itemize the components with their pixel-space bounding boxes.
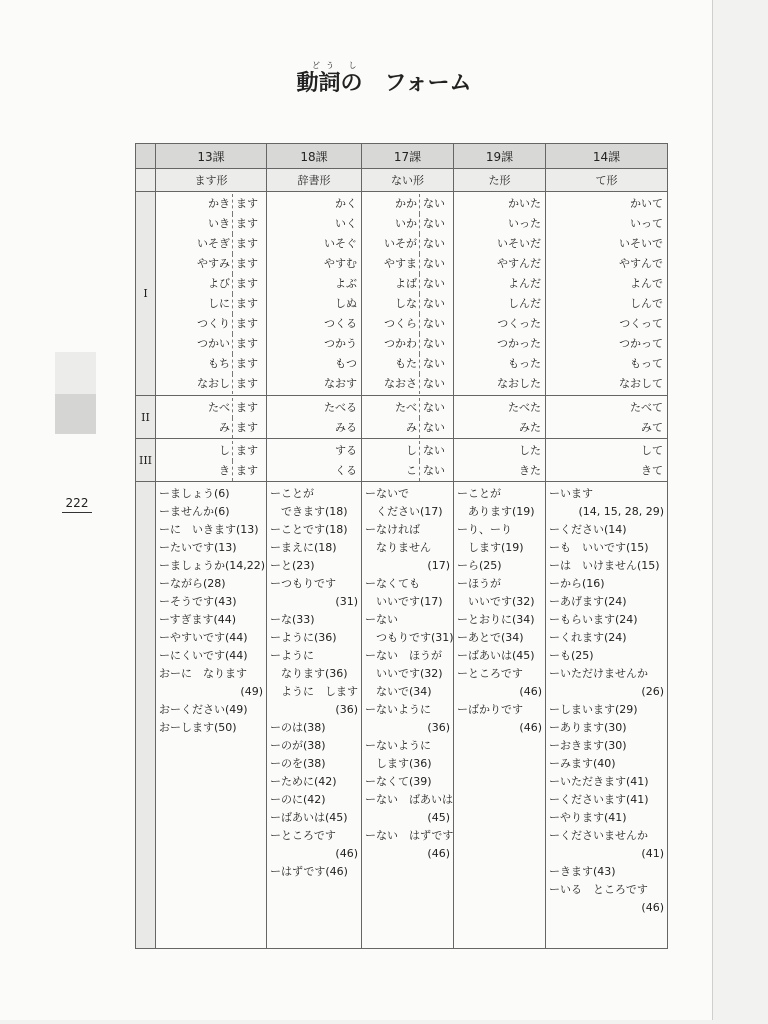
pattern-line: ーも(25) <box>549 649 594 662</box>
verb-stem: いき <box>176 214 233 234</box>
ta-cell <box>454 192 546 396</box>
pattern-line: ーもらいます(24) <box>549 613 638 626</box>
pattern-line: ーましょう(6) <box>159 487 230 500</box>
verb-row <box>362 314 453 334</box>
verb-ending: ます <box>236 444 258 457</box>
verb-stem: しに <box>176 294 233 314</box>
pattern-line: ーない はずです <box>365 829 454 842</box>
verb-form: よぶ <box>335 277 357 290</box>
verb-row <box>156 374 266 394</box>
verb-row <box>156 354 266 374</box>
pattern-line: ーから(16) <box>549 577 605 590</box>
verb-stem: し <box>176 441 233 461</box>
pattern-line: ーほうが <box>457 577 501 590</box>
verb-ending: ます <box>236 297 258 310</box>
header-corner <box>136 144 156 169</box>
pattern-line: (46) <box>519 685 542 698</box>
verb-stem: つかい <box>176 334 233 354</box>
verb-form: かいた <box>508 197 541 210</box>
pattern-line: いいです(17) <box>365 595 443 608</box>
verb-stem: かか <box>369 194 420 214</box>
verb-row <box>156 314 266 334</box>
lesson-header: 18課 <box>267 144 362 169</box>
subheader-corner <box>136 169 156 192</box>
pattern-line: ーなくても <box>365 577 420 590</box>
verb-ending: ない <box>423 277 445 290</box>
verb-stem: いそが <box>369 234 420 254</box>
verb-form: みた <box>519 421 541 434</box>
pattern-line: ーない ほうが <box>365 649 442 662</box>
verb-ending: ます <box>236 421 258 434</box>
verb-row <box>156 441 266 461</box>
form-header: て形 <box>546 169 668 192</box>
verb-stem: なおし <box>176 374 233 394</box>
pattern-line: ーにくいです(44) <box>159 649 248 662</box>
pattern-line: ーはずです(46) <box>270 865 348 878</box>
title-ruby: どう し <box>312 61 363 70</box>
verb-stem: よび <box>176 274 233 294</box>
verb-stem: つくり <box>176 314 233 334</box>
pattern-line: ーあとで(34) <box>457 631 524 644</box>
lesson-header: 19課 <box>454 144 546 169</box>
verb-form: しんで <box>630 297 663 310</box>
pattern-line: いいです(32) <box>457 595 535 608</box>
pattern-line: ーり、ーり <box>457 523 512 536</box>
verb-stem: たべ <box>369 398 420 418</box>
pattern-line: ーいる ところです <box>549 883 648 896</box>
verb-row <box>362 274 453 294</box>
verb-form: たべる <box>324 401 357 414</box>
pattern-line: ないで(34) <box>365 685 432 698</box>
verb-ending: ない <box>423 444 445 457</box>
verb-form: やすんで <box>619 257 663 270</box>
pattern-cell <box>156 482 267 949</box>
pattern-line: ーのが(38) <box>270 739 326 752</box>
pattern-line: ーない ばあいは <box>365 793 453 806</box>
pattern-line: ーないで <box>365 487 409 500</box>
verb-ending: ない <box>423 317 445 330</box>
verb-row <box>156 214 266 234</box>
form-header: 辞書形 <box>267 169 362 192</box>
verb-form: たべて <box>630 401 663 414</box>
pattern-line: ーきます(43) <box>549 865 616 878</box>
pattern-line: なります(36) <box>270 667 348 680</box>
pattern-line: ーことが <box>457 487 501 500</box>
verb-row <box>156 418 266 438</box>
pattern-line: (41) <box>641 847 664 860</box>
verb-form: よんだ <box>508 277 541 290</box>
pattern-cell <box>267 482 362 949</box>
te-cell <box>546 439 668 482</box>
pattern-line: ーに いきます(13) <box>159 523 259 536</box>
pattern-line: ーつもりです <box>270 577 336 590</box>
verb-form: いった <box>508 217 541 230</box>
pattern-line: ーために(42) <box>270 775 337 788</box>
pattern-line: ーのは(38) <box>270 721 326 734</box>
lesson-header: 13課 <box>156 144 267 169</box>
verb-ending: ない <box>423 377 445 390</box>
verb-ending: ます <box>236 237 258 250</box>
verb-row <box>362 398 453 418</box>
verb-form: つくって <box>619 317 663 330</box>
verb-ending: ない <box>423 337 445 350</box>
masu-cell <box>156 396 267 439</box>
verb-form: いそぐ <box>324 237 357 250</box>
verb-row <box>156 334 266 354</box>
pattern-line: ーくださいませんか <box>549 829 648 842</box>
pattern-line: ーあります(30) <box>549 721 627 734</box>
pattern-line: ーやります(41) <box>549 811 627 824</box>
verb-form: もつ <box>335 357 357 370</box>
verb-ending: ない <box>423 297 445 310</box>
pattern-line: ーばあいは(45) <box>270 811 348 824</box>
pattern-line: (46) <box>427 847 450 860</box>
pattern-line: ーのに(42) <box>270 793 326 806</box>
pattern-line: ーましょうか(14,22) <box>159 559 266 572</box>
verb-row <box>156 274 266 294</box>
lesson-header: 14課 <box>546 144 668 169</box>
verb-form: なおす <box>324 377 357 390</box>
group-label: II <box>136 396 156 439</box>
verb-form: きて <box>641 464 663 477</box>
pattern-line: ーすぎます(44) <box>159 613 237 626</box>
verb-form: つかう <box>324 337 357 350</box>
verb-ending: ない <box>423 237 445 250</box>
pattern-line: (46) <box>519 721 542 734</box>
verb-form: きた <box>519 464 541 477</box>
pattern-line: (36) <box>427 721 450 734</box>
verb-stem: やすま <box>369 254 420 274</box>
ta-cell <box>454 439 546 482</box>
pattern-line: ーあげます(24) <box>549 595 627 608</box>
verb-ending: ます <box>236 337 258 350</box>
verb-form: よんで <box>630 277 663 290</box>
pattern-line: ーとおりに(34) <box>457 613 535 626</box>
pattern-line: ーおきます(30) <box>549 739 627 752</box>
pattern-line: ーと(23) <box>270 559 315 572</box>
group-label: III <box>136 439 156 482</box>
verb-row <box>362 214 453 234</box>
pattern-line: (31) <box>335 595 358 608</box>
verb-form: つかった <box>497 337 541 350</box>
ta-cell <box>454 396 546 439</box>
verb-form: いそいだ <box>497 237 541 250</box>
pattern-line: します(19) <box>457 541 524 554</box>
pattern-line: ーなくて(39) <box>365 775 432 788</box>
pattern-line: ーください(14) <box>549 523 627 536</box>
pattern-line: ーは いけません(15) <box>549 559 660 572</box>
dict-cell <box>267 439 362 482</box>
verb-form: なおして <box>619 377 663 390</box>
page-edge-tab-active <box>55 394 96 434</box>
verb-row <box>362 374 453 394</box>
verb-form: かく <box>335 197 357 210</box>
pattern-line: ーところです <box>457 667 523 680</box>
pattern-line: ーそうです(43) <box>159 595 237 608</box>
form-header: た形 <box>454 169 546 192</box>
pattern-line: (49) <box>240 685 263 698</box>
verb-ending: ない <box>423 197 445 210</box>
verb-stem: つくら <box>369 314 420 334</box>
pattern-group-blank <box>136 482 156 949</box>
verb-row <box>156 234 266 254</box>
verb-row <box>362 461 453 481</box>
verb-row <box>362 441 453 461</box>
form-header: ない形 <box>362 169 454 192</box>
verb-form: みる <box>335 421 357 434</box>
pattern-line: (17) <box>427 559 450 572</box>
pattern-line: ーのを(38) <box>270 757 326 770</box>
nai-cell <box>362 192 454 396</box>
verb-ending: ない <box>423 421 445 434</box>
nai-cell <box>362 439 454 482</box>
verb-row <box>362 254 453 274</box>
verb-row <box>156 294 266 314</box>
verb-stem: し <box>369 441 420 461</box>
verb-stem: こ <box>369 461 420 481</box>
verb-ending: ない <box>423 217 445 230</box>
pattern-line: (26) <box>641 685 664 698</box>
pattern-line: ーことです(18) <box>270 523 348 536</box>
verb-form: しぬ <box>335 297 357 310</box>
verb-row <box>362 294 453 314</box>
pattern-line: ーやすいです(44) <box>159 631 248 644</box>
verb-form-table <box>135 143 668 949</box>
pattern-line: ーいただけませんか <box>549 667 648 680</box>
verb-ending: ない <box>423 401 445 414</box>
pattern-cell <box>546 482 668 949</box>
dict-cell <box>267 396 362 439</box>
nai-cell <box>362 396 454 439</box>
page-number: 222 <box>62 496 92 513</box>
verb-form: くる <box>335 464 357 477</box>
verb-form: いって <box>630 217 663 230</box>
pattern-line: ーばかりです <box>457 703 523 716</box>
verb-ending: ます <box>236 217 258 230</box>
pattern-line: (36) <box>335 703 358 716</box>
pattern-line: ーところです <box>270 829 336 842</box>
page-edge-tab <box>55 352 96 394</box>
verb-row <box>156 461 266 481</box>
verb-row <box>362 334 453 354</box>
pattern-line: ーことが <box>270 487 314 500</box>
verb-ending: ます <box>236 377 258 390</box>
masu-cell <box>156 192 267 396</box>
pattern-line: ーも いいです(15) <box>549 541 649 554</box>
verb-form: しんだ <box>508 297 541 310</box>
pattern-line: ーくださいます(41) <box>549 793 649 806</box>
pattern-line: あります(19) <box>457 505 535 518</box>
pattern-line: ーように <box>270 649 314 662</box>
pattern-line: ーない <box>365 613 398 626</box>
verb-ending: ます <box>236 277 258 290</box>
group-label: I <box>136 192 156 396</box>
verb-row <box>156 254 266 274</box>
pattern-line: なりません <box>365 541 431 554</box>
verb-row <box>362 234 453 254</box>
verb-stem: よば <box>369 274 420 294</box>
verb-stem: もた <box>369 354 420 374</box>
verb-stem: み <box>369 418 420 438</box>
pattern-cell <box>454 482 546 949</box>
verb-form: かいて <box>630 197 663 210</box>
pattern-line: (46) <box>335 847 358 860</box>
verb-stem: き <box>176 461 233 481</box>
verb-stem: なおさ <box>369 374 420 394</box>
verb-form: つくる <box>324 317 357 330</box>
pattern-line: ーように(36) <box>270 631 337 644</box>
pattern-line: つもりです(31) <box>365 631 454 644</box>
pattern-line: ーみます(40) <box>549 757 616 770</box>
verb-row <box>156 194 266 214</box>
verb-ending: ない <box>423 357 445 370</box>
pattern-line: おーに なります <box>159 667 247 680</box>
verb-form: なおした <box>497 377 541 390</box>
pattern-line: ーくれます(24) <box>549 631 627 644</box>
verb-ending: ます <box>236 197 258 210</box>
verb-ending: ます <box>236 464 258 477</box>
verb-stem: しな <box>369 294 420 314</box>
dict-cell <box>267 192 362 396</box>
pattern-line: おーします(50) <box>159 721 237 734</box>
verb-form: もって <box>630 357 663 370</box>
page-title: 動詞の フォーム <box>296 71 472 96</box>
pattern-line: おーください(49) <box>159 703 248 716</box>
verb-ending: ます <box>236 401 258 414</box>
pattern-line: ーないように <box>365 703 431 716</box>
verb-stem: たべ <box>176 398 233 418</box>
verb-stem: かき <box>176 194 233 214</box>
verb-form: いそいで <box>619 237 663 250</box>
pattern-line: ーいます <box>549 487 593 500</box>
verb-form: やすむ <box>324 257 357 270</box>
pattern-line: します(36) <box>365 757 432 770</box>
verb-form: いく <box>335 217 357 230</box>
verb-form: する <box>335 444 357 457</box>
verb-ending: ない <box>423 257 445 270</box>
verb-form: つくった <box>497 317 541 330</box>
pattern-line: (45) <box>427 811 450 824</box>
verb-form: つかって <box>619 337 663 350</box>
pattern-line: ーな(33) <box>270 613 315 626</box>
verb-row <box>156 398 266 418</box>
verb-form: して <box>641 444 663 457</box>
masu-cell <box>156 439 267 482</box>
verb-stem: もち <box>176 354 233 374</box>
pattern-line: ーませんか(6) <box>159 505 230 518</box>
pattern-line: ーながら(28) <box>159 577 226 590</box>
verb-ending: ます <box>236 357 258 370</box>
verb-form: たべた <box>508 401 541 414</box>
pattern-line: いいです(32) <box>365 667 443 680</box>
verb-ending: ます <box>236 317 258 330</box>
pattern-cell <box>362 482 454 949</box>
te-cell <box>546 396 668 439</box>
verb-ending: ます <box>236 257 258 270</box>
pattern-line: ーまえに(18) <box>270 541 337 554</box>
verb-stem: いか <box>369 214 420 234</box>
verb-row <box>362 418 453 438</box>
verb-form: やすんだ <box>497 257 541 270</box>
verb-form: した <box>519 444 541 457</box>
verb-form: もった <box>508 357 541 370</box>
pattern-line: ください(17) <box>365 505 443 518</box>
pattern-line: ーたいです(13) <box>159 541 237 554</box>
pattern-line: ーいただきます(41) <box>549 775 649 788</box>
pattern-line: (46) <box>641 901 664 914</box>
verb-stem: やすみ <box>176 254 233 274</box>
pattern-line: (14, 15, 28, 29) <box>578 505 664 518</box>
verb-row <box>362 194 453 214</box>
lesson-header: 17課 <box>362 144 454 169</box>
pattern-line: ーしまいます(29) <box>549 703 638 716</box>
verb-ending: ない <box>423 464 445 477</box>
verb-form: みて <box>641 421 663 434</box>
pattern-line: ように します <box>270 685 358 698</box>
verb-stem: いそぎ <box>176 234 233 254</box>
pattern-line: できます(18) <box>270 505 348 518</box>
pattern-line: ーないように <box>365 739 431 752</box>
pattern-line: ーなければ <box>365 523 420 536</box>
verb-stem: み <box>176 418 233 438</box>
te-cell <box>546 192 668 396</box>
verb-row <box>362 354 453 374</box>
verb-stem: つかわ <box>369 334 420 354</box>
form-header: ます形 <box>156 169 267 192</box>
pattern-line: ーら(25) <box>457 559 502 572</box>
pattern-line: ーばあいは(45) <box>457 649 535 662</box>
